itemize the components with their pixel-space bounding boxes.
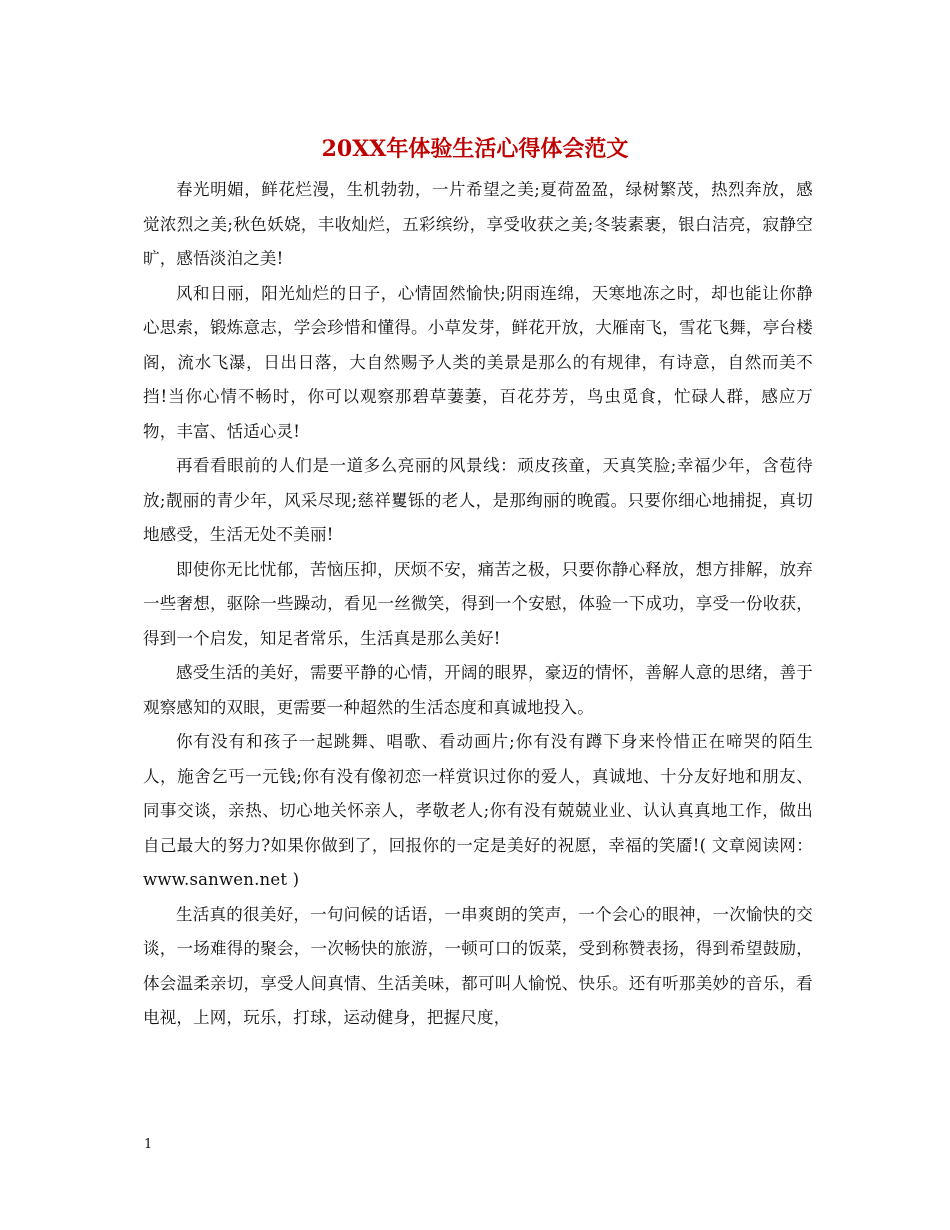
document-title: 20XX年体验生活心得体会范文	[321, 136, 629, 162]
document-body	[143, 173, 813, 1036]
paragraph: 生活真的很美好，一句问候的话语，一串爽朗的笑声，一个会心的眼神，一次愉快的交谈，一场难得的聚会，一次畅快的旅游，一顿可口的饭菜，受到称赞表扬，得到希望鼓励，体会温柔亲切，享受人间真情、生活美味，都可叫人愉悦、快乐。还有听那美妙的音乐，看电视，上网，玩乐，打球，运动健身，把握尺度，	[143, 904, 813, 1027]
paragraph: 春光明媚，鲜花烂漫，生机勃勃，一片希望之美;夏荷盈盈，绿树繁茂，热烈奔放，感觉浓烈之美;秋色妖娆，丰收灿烂，五彩缤纷，享受收获之美;冬装素裹，银白洁亮，寂静空旷，感悟淡泊之美!	[143, 180, 813, 268]
paragraph: 即使你无比忧郁，苦恼压抑，厌烦不安，痛苦之极，只要你静心释放，想方排解，放弃一些奢想，驱除一些躁动，看见一丝微笑，得到一个安慰，体验一下成功，享受一份收获，得到一个启发，知足者常乐，生活真是那么美好!	[143, 559, 813, 648]
paragraph: 再看看眼前的人们是一道多么亮丽的风景线：顽皮孩童，天真笑脸;幸福少年，含苞待放;靓丽的青少年，风采尽现;慈祥矍铄的老人，是那绚丽的晚霞。只要你细心地捕捉，真切地感受，生活无处不美丽!	[143, 456, 813, 544]
paragraph: 感受生活的美好，需要平静的心情，开阔的眼界，豪迈的情怀，善解人意的思绪，善于观察感知的双眼，更需要一种超然的生活态度和真诚地投入。	[143, 663, 813, 717]
page-number: 1	[144, 1137, 153, 1152]
paragraph: 风和日丽，阳光灿烂的日子，心情固然愉快;阴雨连绵，天寒地冻之时，却也能让你静心思索，锻炼意志，学会珍惜和懂得。小草发芽，鲜花开放，大雁南飞，雪花飞舞，亭台楼阁，流水飞瀑，日出日落，大自然赐予人类的美景是那么的有规律，有诗意，自然而美不挡!当你心情不畅时，你可以观察那碧草萋萋，百花芬芳，鸟虫觅食，忙碌人群，感应万物，丰富、恬适心灵!	[143, 283, 813, 441]
paragraph: 你有没有和孩子一起跳舞、唱歌、看动画片;你有没有蹲下身来怜惜正在啼哭的陌生人，施舍乞丐一元钱;你有没有像初恋一样赏识过你的爱人，真诚地、十分友好地和朋友、同事交谈，亲热、切心地关怀亲人，孝敬老人;你有没有兢兢业业、认认真真地工作，做出自己最大的努力?如果你做到了，回报你的一定是美好的祝愿，幸福的笑靥!( 文章阅读网：www.sanwen.net )	[143, 732, 813, 889]
